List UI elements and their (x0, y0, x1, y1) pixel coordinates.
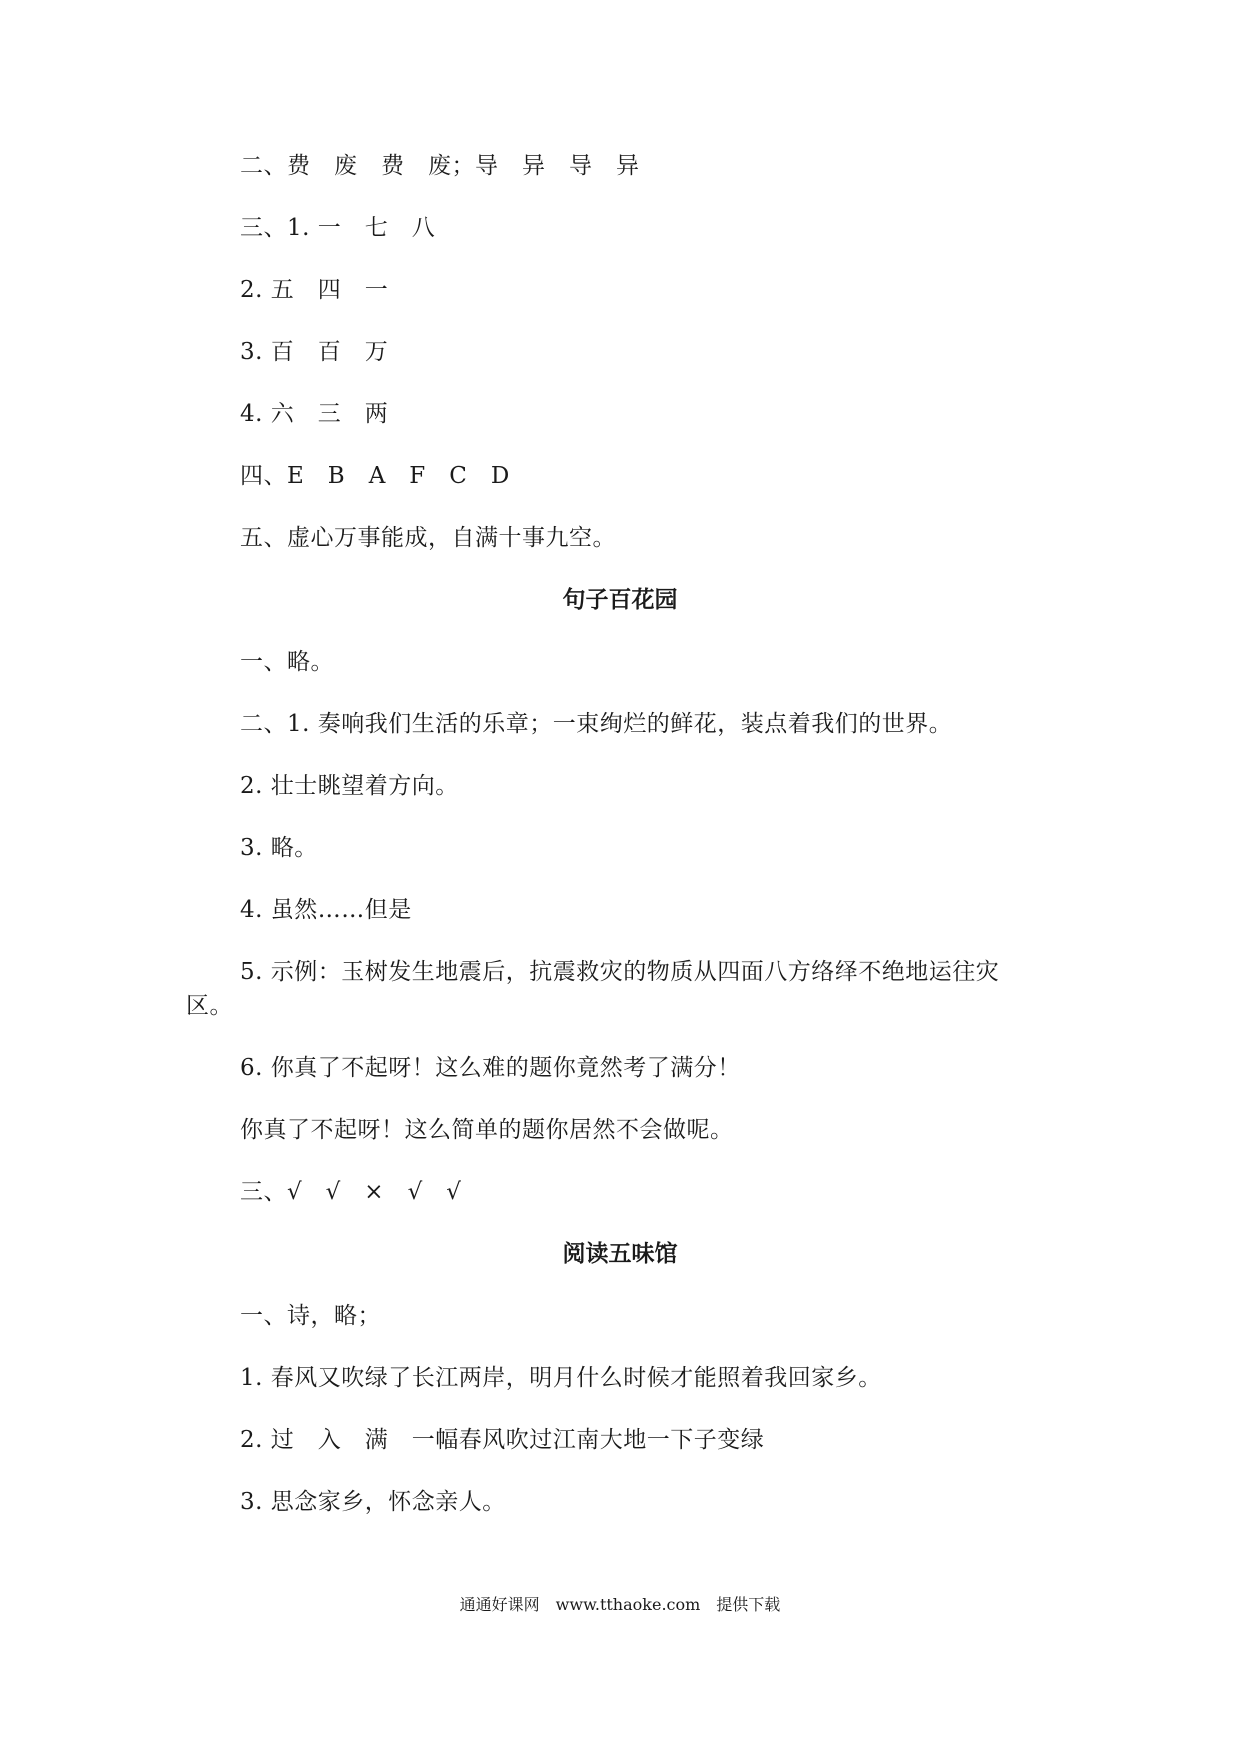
answer-line: 二、费 废 费 废；导 异 导 异 (240, 153, 640, 179)
answer-line: 一、略。 (240, 649, 334, 675)
answer-line: 4. 虽然……但是 (240, 897, 412, 923)
answer-line: 6. 你真了不起呀！这么难的题你竟然考了满分！ (240, 1055, 741, 1081)
answer-line: 五、虚心万事能成，自满十事九空。 (240, 525, 616, 551)
answer-line: 三、√ √ × √ √ (240, 1179, 462, 1205)
answer-line: 四、E B A F C D (240, 463, 510, 489)
answer-line: 4. 六 三 两 (240, 401, 389, 427)
page-footer: 通通好课网 www.tthaoke.com 提供下载 (459, 1595, 781, 1614)
answer-line: 3. 百 百 万 (240, 339, 389, 365)
answer-line: 你真了不起呀！这么简单的题你居然不会做呢。 (240, 1117, 734, 1143)
answer-line: 一、诗，略； (240, 1303, 381, 1329)
answer-line: 二、1. 奏响我们生活的乐章；一束绚烂的鲜花，装点着我们的世界。 (240, 711, 953, 737)
answer-line-continuation: 区。 (186, 993, 233, 1019)
answer-line: 5. 示例：玉树发生地震后，抗震救灾的物质从四面八方络绎不绝地运往灾 (240, 959, 1000, 985)
answer-line: 3. 略。 (240, 835, 318, 861)
answer-line: 3. 思念家乡，怀念亲人。 (240, 1489, 506, 1515)
answer-line: 1. 春风又吹绿了长江两岸，明月什么时候才能照着我回家乡。 (240, 1365, 882, 1391)
section-title-sentences: 句子百花园 (562, 587, 678, 613)
answer-line: 2. 五 四 一 (240, 277, 389, 303)
answer-line: 三、1. 一 七 八 (240, 215, 436, 241)
section-title-reading: 阅读五味馆 (562, 1241, 678, 1267)
answer-line: 2. 过 入 满 一幅春风吹过江南大地一下子变绿 (240, 1427, 765, 1453)
answer-line: 2. 壮士眺望着方向。 (240, 773, 459, 799)
